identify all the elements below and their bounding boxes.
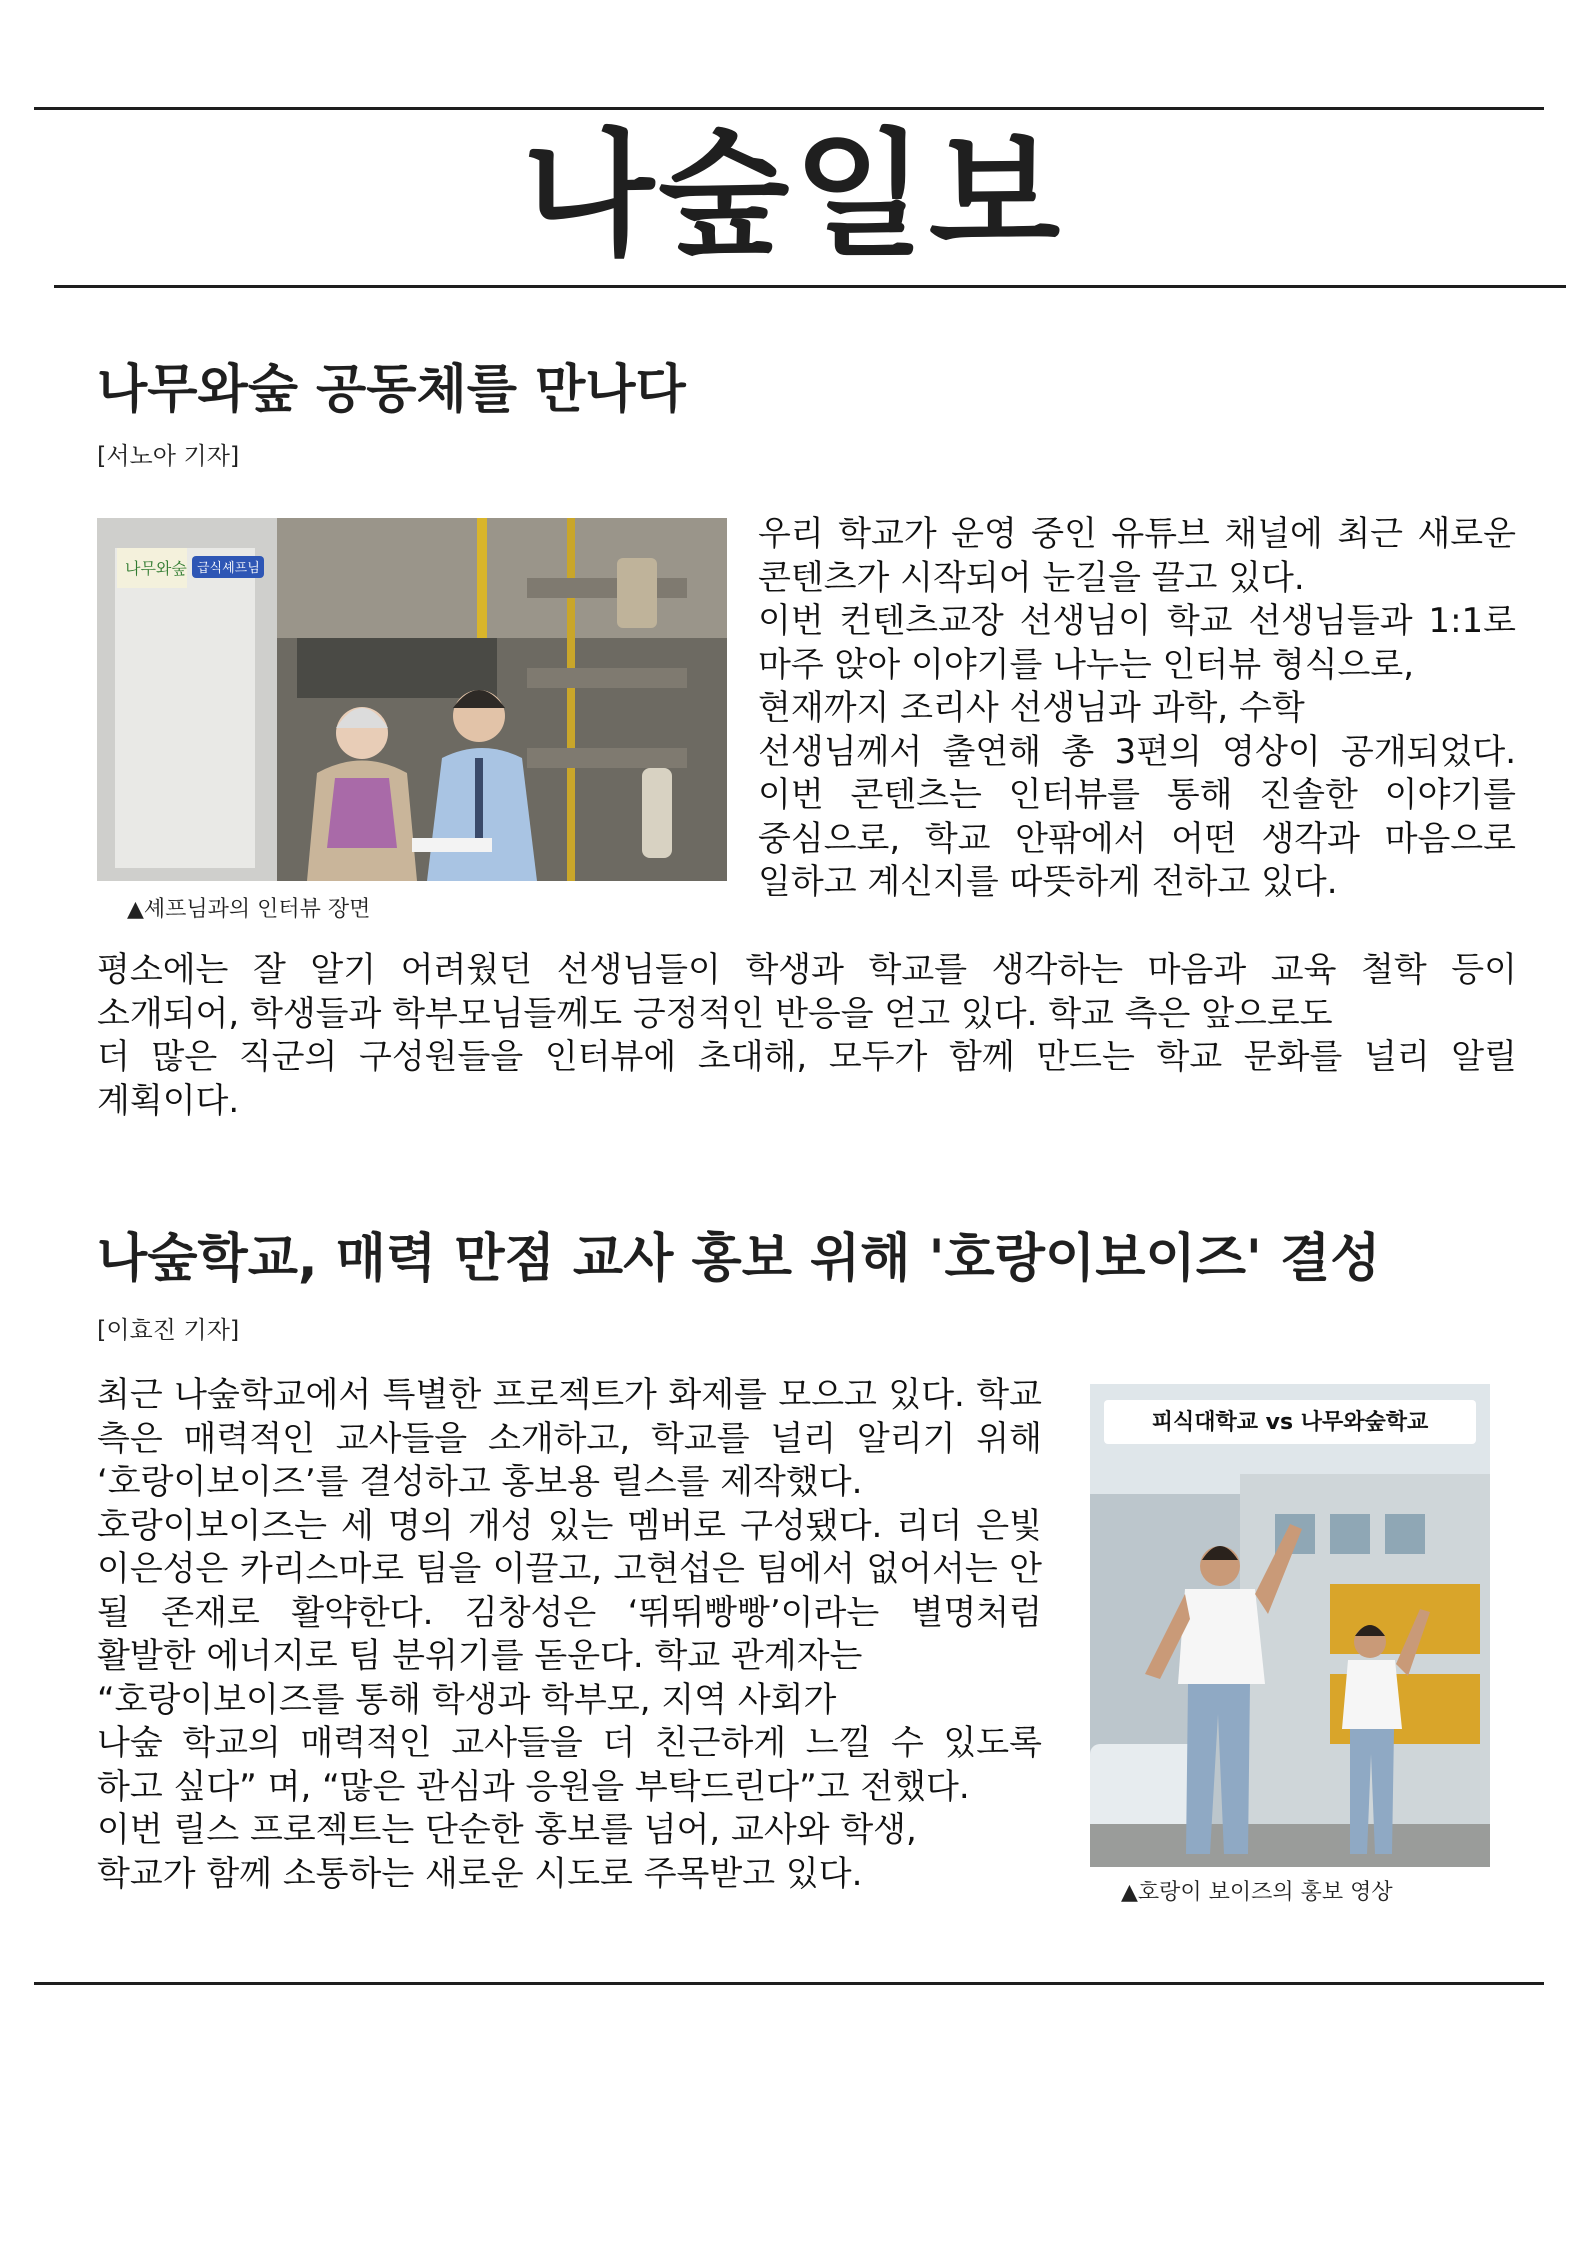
article1-paragraph: 선생님께서 출연해 총 3편의 영상이 공개되었다. 이번 콘텐츠는 인터뷰를 통해 진솔한 이야기를 중심으로, 학교 안팎에서 어떤 생각과 마음으로 일하고 계신지를 따뜻하게 전하고 있다. <box>758 731 1516 902</box>
interview-photo-illustration <box>97 518 727 881</box>
promo-photo-caption: ▲호랑이 보이즈의 홍보 영상 <box>1121 1880 1393 1905</box>
article1-paragraph: 현재까지 조리사 선생님과 과학, 수학 <box>758 688 1305 728</box>
masthead-rule <box>54 285 1566 288</box>
article2-body <box>97 1374 1042 1896</box>
article1-headline: 나무와숲 공동체를 만나다 <box>97 360 686 420</box>
article2-paragraph: 나숲 학교의 매력적인 교사들을 더 친근하게 느낄 수 있도록 하고 싶다” 며, “많은 관심과 응원을 부탁드린다”고 전했다. <box>97 1723 1042 1807</box>
article2-paragraph: 학교가 함께 소통하는 새로운 시도로 주목받고 있다. <box>97 1853 863 1894</box>
article2-headline: 나숲학교, 매력 만점 교사 홍보 위해 '호랑이보이즈' 결성 <box>97 1229 1381 1289</box>
article2-paragraph: 이번 릴스 프로젝트는 단순한 홍보를 넘어, 교사와 학생, <box>97 1810 917 1850</box>
bottom-rule <box>34 1982 1544 1985</box>
article1-body-full <box>97 949 1517 1123</box>
article2-byline: [이효진 기자] <box>97 1316 240 1344</box>
article1-paragraph: 더 많은 직군의 구성원들을 인터뷰에 초대해, 모두가 함께 만드는 학교 문화를 널리 알릴 계획이다. <box>97 1037 1517 1121</box>
interview-photo <box>97 518 727 881</box>
article1-paragraph: 우리 학교가 운영 중인 유튜브 채널에 최근 새로운 콘텐츠가 시작되어 눈길을 끌고 있다. <box>758 514 1516 598</box>
article1-paragraph: 이번 컨텐츠교장 선생님이 학교 선생님들과 1:1로 마주 앉아 이야기를 나누는 인터뷰 형식으로, <box>758 601 1516 685</box>
article2-paragraph: 호랑이보이즈는 세 명의 개성 있는 멤버로 구성됐다. 리더 은빛 이은성은 카리스마로 팀을 이끌고, 고현섭은 팀에서 없어서는 안 될 존재로 활약한다. 김창성은 ‘뛰뛰빵빵’이라는 별명처럼 활발한 에너지로 팀 분위기를 돋운다. 학교 관계자는 <box>97 1505 1042 1676</box>
interview-photo-caption: ▲셰프님과의 인터뷰 장면 <box>127 897 371 922</box>
article2-paragraph: 최근 나숲학교에서 특별한 프로젝트가 화제를 모으고 있다. 학교 측은 매력적인 교사들을 소개하고, 학교를 널리 알리기 위해 ‘호랑이보이즈’를 결성하고 홍보용 릴스를 제작했다. <box>97 1375 1042 1502</box>
article1-body-right <box>758 513 1516 905</box>
article2-paragraph: “호랑이보이즈를 통해 학생과 학부모, 지역 사회가 <box>97 1679 837 1720</box>
photo-logo-text: 나무와숲 <box>125 559 187 578</box>
top-rule <box>34 107 1544 110</box>
promo-overlay-text: 피식대학교 vs 나무와숲학교 <box>1151 1410 1429 1435</box>
photo-badge-text: 급식셰프님 <box>197 561 260 576</box>
article1-paragraph: 평소에는 잘 알기 어려웠던 선생님들이 학생과 학교를 생각하는 마음과 교육 철학 등이 소개되어, 학생들과 학부모님들께도 긍정적인 반응을 얻고 있다. 학교 측은 앞으로도 <box>97 950 1517 1034</box>
promo-video-photo <box>1090 1384 1490 1867</box>
article1-byline: [서노아 기자] <box>97 442 240 470</box>
masthead-title: 나숲일보 <box>522 117 1065 275</box>
promo-photo-illustration <box>1090 1384 1490 1867</box>
